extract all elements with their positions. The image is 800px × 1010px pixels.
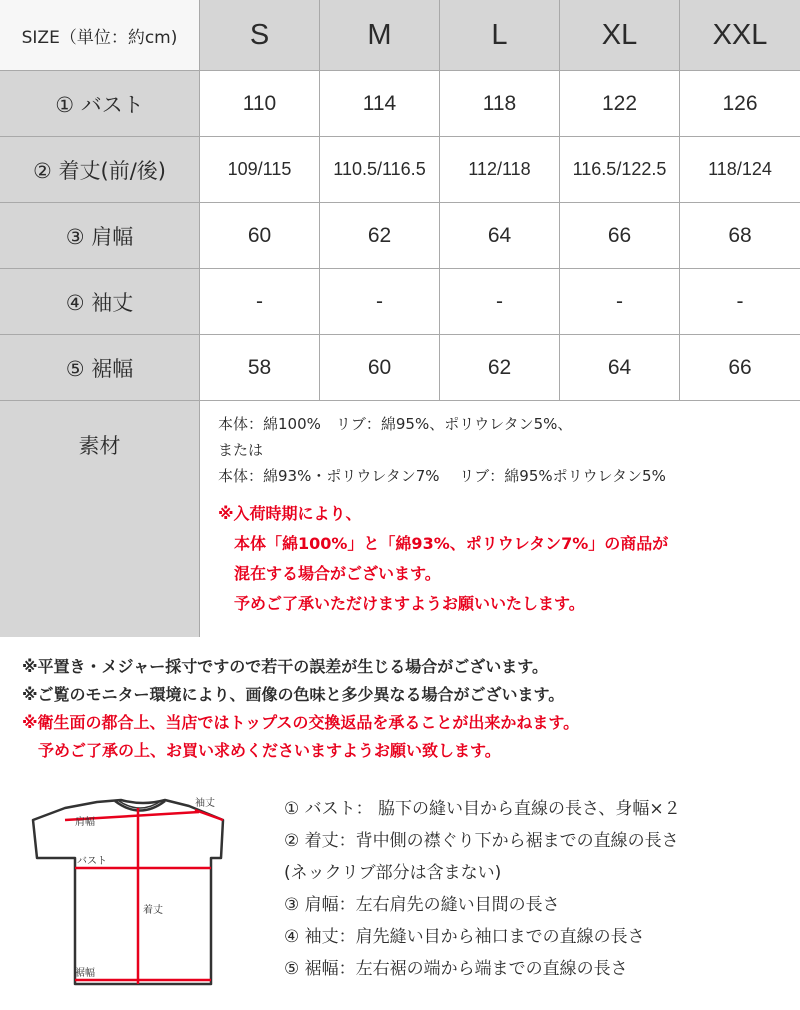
definition-line: ③ 肩幅：左右肩先の縫い目間の長さ bbox=[284, 895, 560, 915]
table-cell: 116.5/122.5 bbox=[572, 159, 667, 179]
table-cell: 64 bbox=[487, 223, 512, 247]
definition-line: ⑤ 裾幅：左右裾の端から端までの直線の長さ bbox=[284, 959, 628, 979]
table-cell: 110.5/116.5 bbox=[333, 159, 426, 179]
size-col-xxl: XXL bbox=[712, 18, 768, 51]
diagram-label-shoulder: 肩幅 bbox=[75, 817, 95, 828]
table-cell: - bbox=[736, 289, 744, 313]
material-note-line: 本体「綿100%」と「綿93%、ポリウレタン7%」の商品が bbox=[218, 534, 669, 553]
table-cell: 64 bbox=[607, 355, 632, 379]
note-line: ※平置き・メジャー採寸ですので若干の誤差が生じる場合がございます。 bbox=[22, 657, 548, 676]
row-label-shoulder: ③ 肩幅 bbox=[65, 224, 134, 249]
table-cell: - bbox=[616, 289, 623, 313]
table-cell: 62 bbox=[487, 355, 512, 379]
table-cell: - bbox=[496, 289, 503, 313]
table-cell: 110 bbox=[242, 91, 277, 115]
notes-block bbox=[22, 653, 579, 765]
table-cell: 122 bbox=[601, 91, 638, 115]
table-cell: 112/118 bbox=[468, 159, 531, 179]
note-line: ※ご覧のモニター環境により、画像の色味と多少異なる場合がございます。 bbox=[22, 685, 565, 704]
row-label-bust: ① バスト bbox=[55, 92, 144, 117]
size-col-m: M bbox=[367, 18, 392, 51]
note-line-warning: 予めご了承の上、お買い求めくださいますようお願い致します。 bbox=[22, 741, 501, 760]
table-cell: 66 bbox=[728, 355, 752, 379]
material-note-line: ※入荷時期により、 bbox=[218, 504, 362, 523]
table-cell: 62 bbox=[367, 223, 392, 247]
table-cell: 60 bbox=[367, 355, 392, 379]
material-line: または bbox=[218, 441, 264, 459]
definition-line: ④ 袖丈：肩先縫い目から袖口までの直線の長さ bbox=[284, 927, 645, 947]
table-cell: - bbox=[376, 289, 383, 313]
table-cell: 118 bbox=[482, 91, 517, 115]
diagram-label-length: 着丈 bbox=[143, 905, 163, 916]
table-cell: 66 bbox=[607, 223, 632, 247]
size-unit-label: SIZE（単位：約cm) bbox=[0, 0, 199, 70]
row-label-material: 素材 bbox=[78, 434, 121, 458]
table-cell: 114 bbox=[362, 91, 397, 115]
definition-line: ② 着丈：背中側の襟ぐり下から裾までの直線の長さ bbox=[284, 831, 679, 851]
material-text bbox=[218, 411, 666, 489]
table-cell: 109/115 bbox=[227, 159, 292, 179]
row-label-hem: ⑤ 裾幅 bbox=[65, 356, 134, 381]
table-cell: 58 bbox=[247, 355, 272, 379]
size-col-l: L bbox=[491, 18, 508, 51]
table-cell: - bbox=[256, 289, 263, 313]
table-cell: 126 bbox=[722, 91, 758, 115]
tshirt-diagram bbox=[25, 788, 250, 993]
definition-line: ① バスト： 脇下の縫い目から直線の長さ、身幅×２ bbox=[284, 799, 681, 819]
size-col-xl: XL bbox=[601, 18, 638, 51]
tshirt-outline-icon bbox=[25, 788, 250, 993]
note-line-warning: ※衛生面の都合上、当店ではトップスの交換返品を承ることが出来かねます。 bbox=[22, 713, 580, 732]
table-cell: 68 bbox=[728, 223, 752, 247]
material-note-line: 予めご了承いただけますようお願いいたします。 bbox=[218, 594, 585, 613]
material-line: 本体：綿93%・ポリウレタン7% リブ：綿95%ポリウレタン5% bbox=[218, 467, 666, 485]
diagram-label-bust: バスト bbox=[77, 856, 107, 867]
diagram-label-hem: 裾幅 bbox=[75, 968, 95, 979]
table-cell: 60 bbox=[247, 223, 272, 247]
material-note-line: 混在する場合がございます。 bbox=[218, 564, 441, 583]
row-label-sleeve: ④ 袖丈 bbox=[65, 290, 134, 315]
diagram-label-sleeve: 袖丈 bbox=[195, 798, 215, 809]
material-line: 本体：綿100% リブ：綿95%、ポリウレタン5%、 bbox=[218, 415, 573, 433]
definition-line: (ネックリブ部分は含まない) bbox=[284, 863, 502, 883]
row-label-length: ② 着丈(前/後) bbox=[33, 158, 166, 183]
table-cell: 118/124 bbox=[708, 159, 772, 179]
material-note bbox=[218, 499, 668, 619]
measurement-definitions bbox=[284, 793, 681, 985]
size-col-s: S bbox=[249, 18, 270, 51]
